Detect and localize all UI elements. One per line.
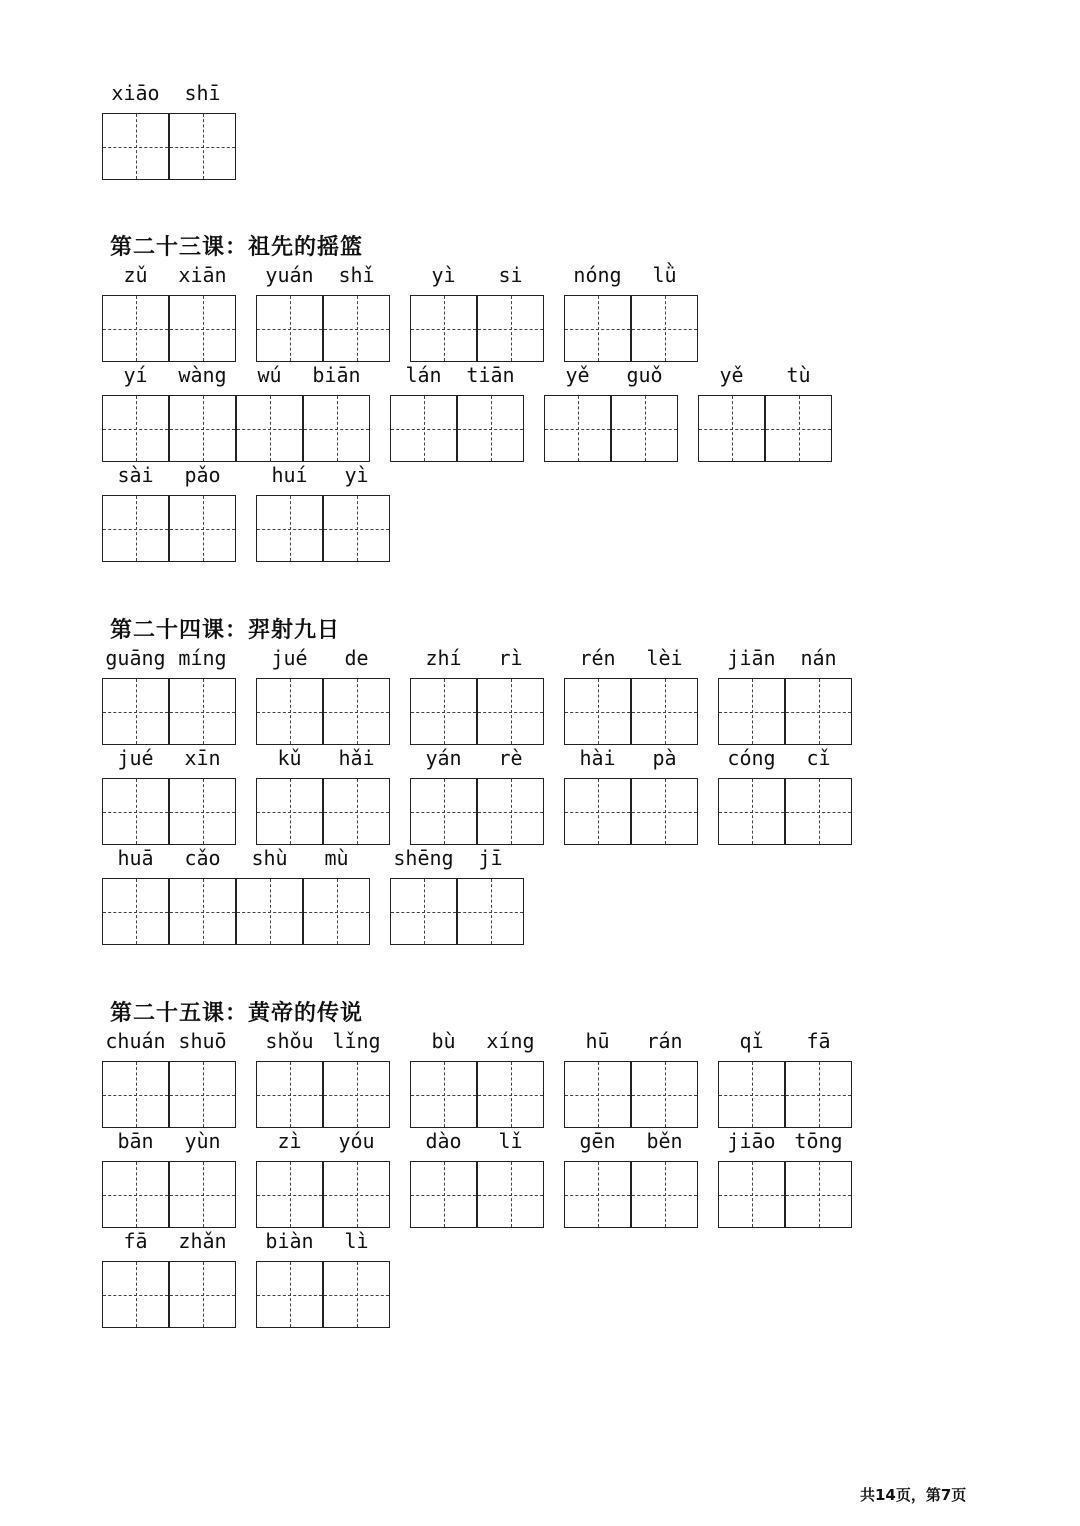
guide-line-horizontal — [766, 429, 831, 430]
writing-box[interactable] — [256, 1161, 323, 1228]
writing-box[interactable] — [169, 678, 236, 745]
pinyin-label: rén — [579, 646, 616, 670]
pinyin-label: lì — [344, 1229, 369, 1253]
pinyin-label: jiān — [727, 646, 776, 670]
writing-box[interactable] — [698, 395, 765, 462]
pinyin-label: wú — [257, 363, 282, 387]
guide-line-horizontal — [103, 912, 168, 913]
pinyin-label: yán — [425, 746, 462, 770]
writing-box[interactable] — [390, 395, 457, 462]
writing-box[interactable] — [785, 778, 852, 845]
guide-line-horizontal — [170, 1295, 235, 1296]
writing-box[interactable] — [102, 878, 169, 945]
writing-box[interactable] — [169, 1161, 236, 1228]
guide-line-horizontal — [565, 1195, 630, 1196]
writing-box[interactable] — [256, 295, 323, 362]
writing-box[interactable] — [169, 778, 236, 845]
guide-line-horizontal — [786, 712, 851, 713]
guide-line-horizontal — [632, 1095, 697, 1096]
pinyin-label: huí — [271, 463, 308, 487]
pinyin-label: jī — [478, 846, 503, 870]
writing-box[interactable] — [390, 878, 457, 945]
writing-box[interactable] — [544, 395, 611, 462]
guide-line-horizontal — [786, 812, 851, 813]
pinyin-label: rán — [646, 1029, 683, 1053]
pinyin-label: gēn — [579, 1129, 616, 1153]
guide-line-horizontal — [411, 1095, 476, 1096]
writing-box[interactable] — [256, 1261, 323, 1328]
writing-box[interactable] — [611, 395, 678, 462]
guide-line-horizontal — [103, 329, 168, 330]
guide-line-horizontal — [257, 812, 322, 813]
guide-line-horizontal — [565, 1095, 630, 1096]
guide-line-horizontal — [170, 912, 235, 913]
writing-box[interactable] — [236, 395, 303, 462]
guide-line-horizontal — [411, 329, 476, 330]
writing-box[interactable] — [169, 1261, 236, 1328]
pinyin-label: shù — [251, 846, 288, 870]
writing-box[interactable] — [457, 395, 524, 462]
writing-box[interactable] — [102, 1261, 169, 1328]
pinyin-label: shēng — [393, 846, 454, 870]
writing-box[interactable] — [256, 678, 323, 745]
writing-box[interactable] — [631, 778, 698, 845]
guide-line-horizontal — [103, 529, 168, 530]
guide-line-horizontal — [103, 1195, 168, 1196]
pinyin-label: tiān — [466, 363, 515, 387]
pinyin-label: qǐ — [739, 1029, 764, 1053]
guide-line-horizontal — [478, 812, 543, 813]
pinyin-label: yí — [123, 363, 148, 387]
pinyin-label: jué — [117, 746, 154, 770]
guide-line-horizontal — [170, 329, 235, 330]
pinyin-label: cǐ — [806, 746, 831, 770]
writing-box[interactable] — [765, 395, 832, 462]
writing-box[interactable] — [477, 1061, 544, 1128]
guide-line-horizontal — [478, 712, 543, 713]
pinyin-label: kǔ — [277, 746, 302, 770]
pinyin-label: jiāo — [727, 1129, 776, 1153]
pinyin-label: xīn — [184, 746, 221, 770]
writing-box[interactable] — [169, 495, 236, 562]
writing-box[interactable] — [410, 778, 477, 845]
pinyin-label: yóu — [338, 1129, 375, 1153]
pinyin-label: lán — [405, 363, 442, 387]
lesson-title: 第二十三课：祖先的摇篮 — [110, 234, 364, 260]
writing-box[interactable] — [631, 295, 698, 362]
writing-box[interactable] — [718, 1161, 785, 1228]
pinyin-label: zǔ — [123, 263, 148, 287]
guide-line-horizontal — [257, 1095, 322, 1096]
guide-line-horizontal — [786, 1195, 851, 1196]
guide-line-horizontal — [391, 429, 456, 430]
writing-box[interactable] — [477, 778, 544, 845]
pinyin-label: jué — [271, 646, 308, 670]
writing-box[interactable] — [718, 778, 785, 845]
pinyin-label: de — [344, 646, 369, 670]
lesson-title: 第二十五课：黄帝的传说 — [110, 1000, 364, 1026]
guide-line-horizontal — [103, 812, 168, 813]
guide-line-horizontal — [170, 429, 235, 430]
writing-box[interactable] — [102, 778, 169, 845]
guide-line-horizontal — [545, 429, 610, 430]
writing-box[interactable] — [564, 1161, 631, 1228]
writing-box[interactable] — [718, 1061, 785, 1128]
writing-box[interactable] — [785, 678, 852, 745]
writing-box[interactable] — [102, 1161, 169, 1228]
guide-line-horizontal — [565, 712, 630, 713]
pinyin-label: fā — [806, 1029, 831, 1053]
pinyin-label: míng — [178, 646, 227, 670]
writing-box[interactable] — [477, 1161, 544, 1228]
guide-line-horizontal — [565, 812, 630, 813]
pinyin-label: xiāo — [111, 81, 160, 105]
writing-box[interactable] — [718, 678, 785, 745]
pinyin-label: zhǎn — [178, 1229, 227, 1253]
guide-line-horizontal — [478, 1095, 543, 1096]
guide-line-horizontal — [103, 147, 168, 148]
pinyin-label: xiān — [178, 263, 227, 287]
guide-line-horizontal — [324, 812, 389, 813]
guide-line-horizontal — [324, 1195, 389, 1196]
guide-line-horizontal — [103, 429, 168, 430]
writing-box[interactable] — [169, 295, 236, 362]
pinyin-label: nóng — [573, 263, 622, 287]
writing-box[interactable] — [410, 1161, 477, 1228]
writing-box[interactable] — [102, 1061, 169, 1128]
writing-box[interactable] — [303, 395, 370, 462]
guide-line-horizontal — [170, 529, 235, 530]
guide-line-horizontal — [304, 429, 369, 430]
guide-line-horizontal — [304, 912, 369, 913]
writing-box[interactable] — [323, 295, 390, 362]
writing-box[interactable] — [169, 878, 236, 945]
guide-line-horizontal — [324, 1095, 389, 1096]
writing-box[interactable] — [631, 678, 698, 745]
pinyin-label: yì — [344, 463, 369, 487]
guide-line-horizontal — [478, 1195, 543, 1196]
writing-box[interactable] — [169, 1061, 236, 1128]
pinyin-label: yùn — [184, 1129, 221, 1153]
pinyin-label: yuán — [265, 263, 314, 287]
writing-box[interactable] — [102, 113, 169, 180]
writing-box[interactable] — [410, 678, 477, 745]
pinyin-label: bān — [117, 1129, 154, 1153]
guide-line-horizontal — [632, 812, 697, 813]
lesson-title: 第二十四课：羿射九日 — [110, 617, 341, 643]
writing-box[interactable] — [631, 1161, 698, 1228]
guide-line-horizontal — [170, 1195, 235, 1196]
pinyin-label: yì — [431, 263, 456, 287]
pinyin-label: rè — [498, 746, 523, 770]
guide-line-horizontal — [257, 529, 322, 530]
guide-line-horizontal — [103, 1295, 168, 1296]
pinyin-label: huā — [117, 846, 154, 870]
writing-box[interactable] — [323, 1061, 390, 1128]
pinyin-label: shǒu — [265, 1029, 314, 1053]
pinyin-label: běn — [646, 1129, 683, 1153]
guide-line-horizontal — [632, 329, 697, 330]
pinyin-label: shuō — [178, 1029, 227, 1053]
pinyin-label: zhí — [425, 646, 462, 670]
pinyin-label: biān — [312, 363, 361, 387]
guide-line-horizontal — [170, 1095, 235, 1096]
guide-line-horizontal — [612, 429, 677, 430]
guide-line-horizontal — [103, 1095, 168, 1096]
writing-box[interactable] — [323, 495, 390, 562]
pinyin-label: tù — [786, 363, 811, 387]
guide-line-horizontal — [632, 1195, 697, 1196]
writing-box[interactable] — [102, 495, 169, 562]
pinyin-label: fā — [123, 1229, 148, 1253]
writing-box[interactable] — [410, 295, 477, 362]
writing-box[interactable] — [102, 295, 169, 362]
pinyin-label: hū — [585, 1029, 610, 1053]
pinyin-label: lǐng — [332, 1029, 381, 1053]
pinyin-label: guāng — [105, 646, 166, 670]
writing-box[interactable] — [477, 678, 544, 745]
writing-box[interactable] — [323, 1261, 390, 1328]
pinyin-label: cǎo — [184, 846, 221, 870]
guide-line-horizontal — [565, 329, 630, 330]
guide-line-horizontal — [257, 712, 322, 713]
guide-line-horizontal — [411, 812, 476, 813]
guide-line-horizontal — [699, 429, 764, 430]
writing-box[interactable] — [457, 878, 524, 945]
writing-box[interactable] — [785, 1061, 852, 1128]
pinyin-label: tōng — [794, 1129, 843, 1153]
guide-line-horizontal — [632, 712, 697, 713]
pinyin-label: chuán — [105, 1029, 166, 1053]
writing-box[interactable] — [323, 678, 390, 745]
guide-line-horizontal — [719, 1195, 784, 1196]
pinyin-label: biàn — [265, 1229, 314, 1253]
pinyin-label: nán — [800, 646, 837, 670]
pinyin-label: pǎo — [184, 463, 221, 487]
pinyin-label: shǐ — [338, 263, 375, 287]
writing-box[interactable] — [256, 1061, 323, 1128]
writing-box[interactable] — [169, 113, 236, 180]
guide-line-horizontal — [170, 712, 235, 713]
writing-box[interactable] — [477, 295, 544, 362]
pinyin-label: wàng — [178, 363, 227, 387]
page-number: 共14页，第7页 — [860, 1486, 967, 1504]
pinyin-label: hǎi — [338, 746, 375, 770]
writing-box[interactable] — [564, 1061, 631, 1128]
writing-box[interactable] — [631, 1061, 698, 1128]
pinyin-label: guǒ — [626, 363, 663, 387]
guide-line-horizontal — [324, 1295, 389, 1296]
writing-box[interactable] — [102, 395, 169, 462]
guide-line-horizontal — [237, 429, 302, 430]
guide-line-horizontal — [391, 912, 456, 913]
guide-line-horizontal — [257, 1195, 322, 1196]
guide-line-horizontal — [411, 712, 476, 713]
writing-box[interactable] — [303, 878, 370, 945]
pinyin-label: xíng — [486, 1029, 535, 1053]
pinyin-label: yě — [565, 363, 590, 387]
writing-box[interactable] — [169, 395, 236, 462]
writing-box[interactable] — [323, 1161, 390, 1228]
pinyin-label: dào — [425, 1129, 462, 1153]
writing-box[interactable] — [256, 778, 323, 845]
pinyin-label: si — [498, 263, 523, 287]
pinyin-label: lǐ — [498, 1129, 523, 1153]
pinyin-label: zì — [277, 1129, 302, 1153]
writing-box[interactable] — [256, 495, 323, 562]
guide-line-horizontal — [478, 329, 543, 330]
guide-line-horizontal — [458, 429, 523, 430]
writing-box[interactable] — [102, 678, 169, 745]
guide-line-horizontal — [324, 529, 389, 530]
guide-line-horizontal — [411, 1195, 476, 1196]
pinyin-label: yě — [719, 363, 744, 387]
guide-line-horizontal — [170, 147, 235, 148]
pinyin-label: shī — [184, 81, 221, 105]
guide-line-horizontal — [719, 1095, 784, 1096]
pinyin-label: bù — [431, 1029, 456, 1053]
writing-box[interactable] — [410, 1061, 477, 1128]
guide-line-horizontal — [170, 812, 235, 813]
pinyin-label: hài — [579, 746, 616, 770]
guide-line-horizontal — [324, 712, 389, 713]
pinyin-label: mù — [324, 846, 349, 870]
guide-line-horizontal — [719, 812, 784, 813]
writing-box[interactable] — [236, 878, 303, 945]
guide-line-horizontal — [786, 1095, 851, 1096]
pinyin-label: lèi — [646, 646, 683, 670]
guide-line-horizontal — [103, 712, 168, 713]
writing-box[interactable] — [323, 778, 390, 845]
writing-box[interactable] — [564, 678, 631, 745]
pinyin-label: cóng — [727, 746, 776, 770]
writing-box[interactable] — [564, 778, 631, 845]
guide-line-horizontal — [324, 329, 389, 330]
pinyin-label: rì — [498, 646, 523, 670]
pinyin-label: pà — [652, 746, 677, 770]
guide-line-horizontal — [458, 912, 523, 913]
guide-line-horizontal — [719, 712, 784, 713]
pinyin-label: sài — [117, 463, 154, 487]
pinyin-label: lǜ — [652, 263, 677, 287]
guide-line-horizontal — [257, 1295, 322, 1296]
writing-box[interactable] — [785, 1161, 852, 1228]
guide-line-horizontal — [257, 329, 322, 330]
guide-line-horizontal — [237, 912, 302, 913]
writing-box[interactable] — [564, 295, 631, 362]
